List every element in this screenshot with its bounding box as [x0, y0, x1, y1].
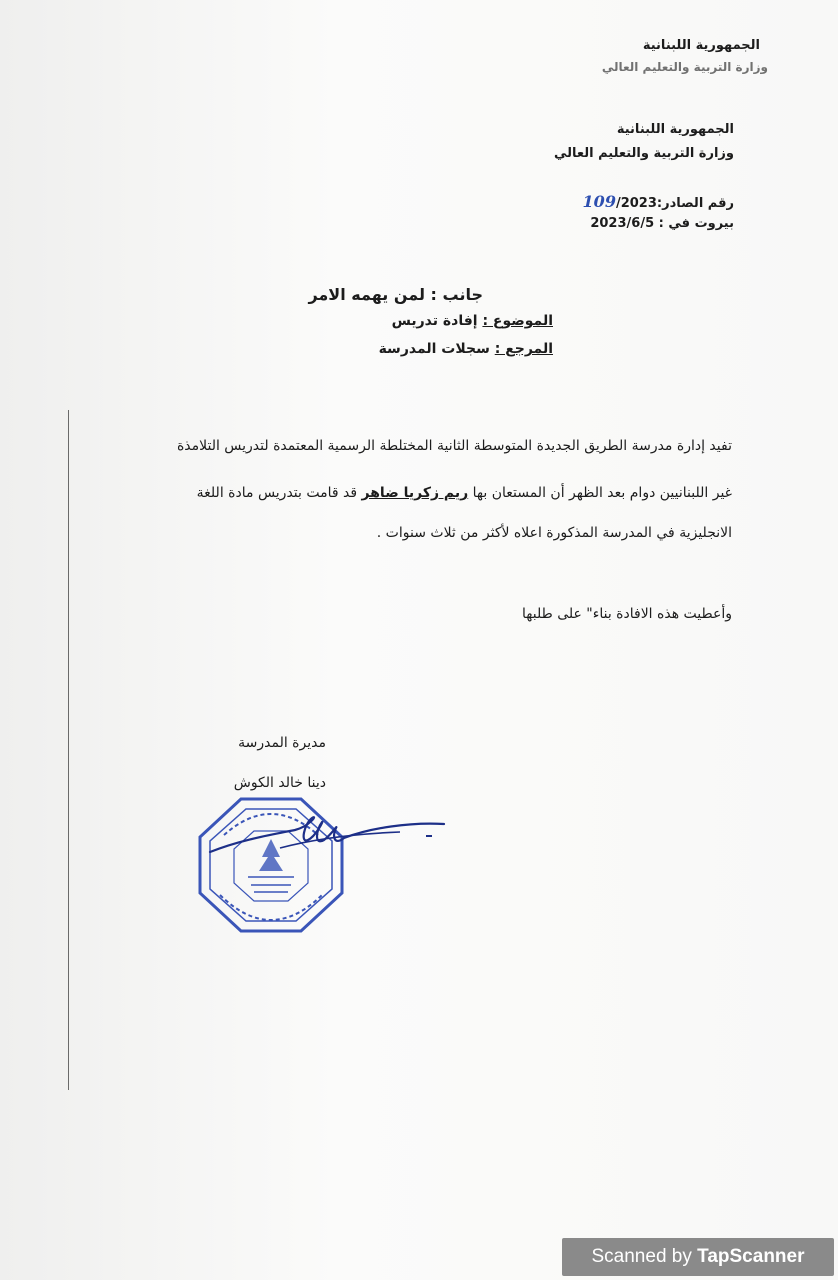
signatory-name: دينا خالد الكوش [233, 775, 326, 791]
signatory-title: مديرة المدرسة [238, 735, 326, 751]
addressee: جانب : لمن يهمه الامر [308, 285, 483, 304]
scanner-brand: TapScanner [697, 1246, 805, 1267]
reference-handwritten-number: 109 [582, 192, 616, 211]
reference-records-line [379, 341, 553, 357]
scanner-watermark-badge [562, 1238, 834, 1276]
header-ministry: وزارة التربية والتعليم العالي [553, 146, 734, 161]
body-line-3: الانجليزية في المدرسة المذكورة اعلاه لأكثر من ثلاث سنوات . [376, 525, 732, 541]
handwritten-signature-icon [200, 800, 450, 870]
body-line-4: وأعطيت هذه الافادة بناء" على طلبها [522, 606, 732, 622]
date-label: بيروت في : [658, 216, 734, 231]
subject-value: إفادة تدريس [391, 313, 483, 329]
top-header-republic: الجمهورية اللبنانية [642, 38, 760, 53]
issue-date [590, 216, 734, 231]
margin-line [68, 410, 69, 1090]
header-republic: الجمهورية اللبنانية [616, 122, 734, 137]
top-header-ministry: وزارة التربية والتعليم العالي [601, 60, 768, 74]
subject-label: الموضوع : [482, 313, 553, 329]
body-line-2 [197, 485, 732, 501]
teacher-name: ريم زكريا ضاهر [361, 485, 469, 501]
records-value: سجلات المدرسة [378, 341, 495, 357]
body-line-2-end: قد قامت بتدريس مادة اللغة [196, 485, 362, 501]
subject-line [392, 313, 553, 329]
date-value: 2023/6/5 [590, 216, 655, 231]
records-label: المرجع : [494, 341, 553, 357]
reference-number [583, 192, 734, 211]
body-line-1: تفيد إدارة مدرسة الطريق الجديدة المتوسطة الثانية المختلطة الرسمية المعتمدة لتدريس التلامذة [176, 438, 732, 454]
reference-year: /2023 [615, 196, 657, 211]
scanner-prefix: Scanned by [591, 1246, 698, 1267]
reference-label: رقم الصادر: [656, 196, 734, 211]
body-line-2-start: غير اللبنانيين دوام بعد الظهر أن المستعان بها [468, 485, 732, 501]
